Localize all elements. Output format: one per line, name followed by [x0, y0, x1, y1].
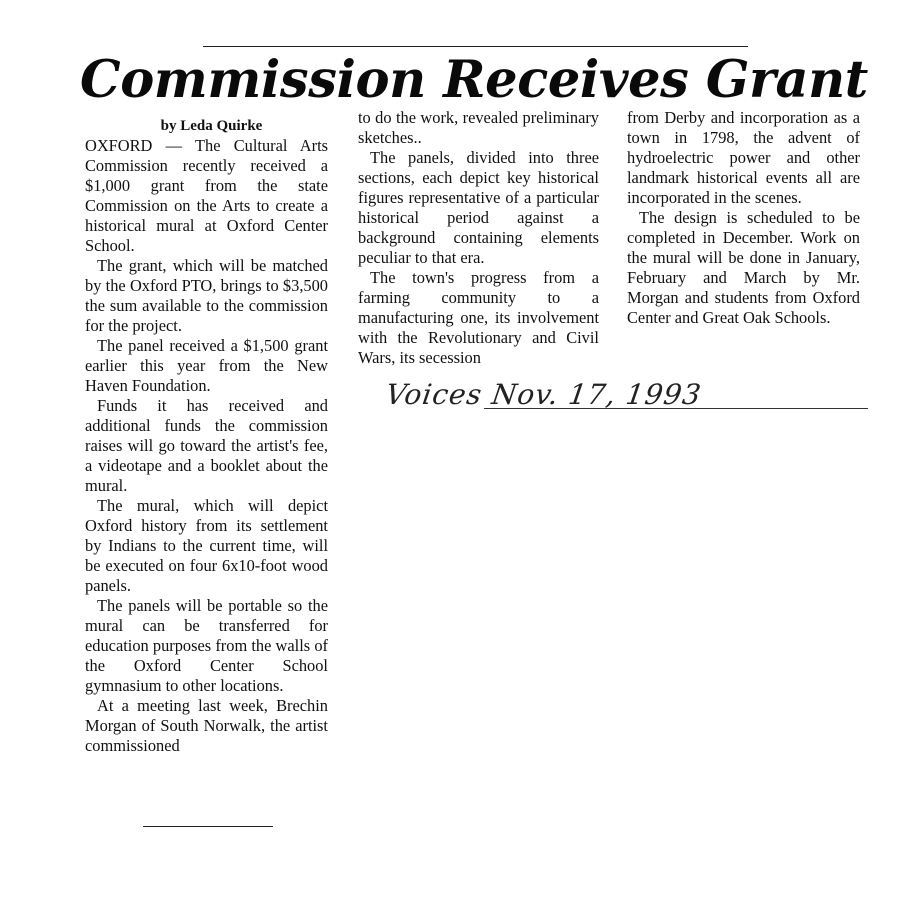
paragraph: The panels will be portable so the mural can be transferred for education purposes from the walls of the Oxford Center School gymnasium to other locations.	[85, 596, 328, 695]
paragraph: The town's progress from a farming community to a manufacturing one, its involvement with the Revolutionary and Civil Wars, its secession	[358, 268, 599, 367]
paragraph: The panel received a $1,500 grant earlier this year from the New Haven Foundation.	[85, 336, 328, 395]
paragraph: The panels, divided into three sections, each depict key historical figures representative of a particular historical period against a background containing elements peculiar to that era.	[358, 148, 599, 267]
article-column-1	[85, 116, 328, 756]
end-rule	[143, 826, 273, 827]
paragraph: The grant, which will be matched by the Oxford PTO, brings to $3,500 the sum available to the commission for the project.	[85, 256, 328, 335]
paragraph: to do the work, revealed preliminary sketches..	[358, 108, 599, 147]
byline: by Leda Quirke	[160, 118, 263, 134]
paragraph: Funds it has received and additional funds the commission raises will go toward the artist's fee, a videotape and a booklet about the mural.	[85, 396, 328, 495]
paragraph: OXFORD — The Cultural Arts Commission recently received a $1,000 grant from the state Commission on the Arts to create a historical mural at Oxford Center School.	[85, 136, 328, 255]
paragraph: The design is scheduled to be completed in December. Work on the mural will be done in January, February and March by Mr. Morgan and students from Oxford Center and Great Oak Schools.	[627, 208, 860, 327]
handwritten-date-note: Voices Nov. 17, 1993	[383, 378, 704, 411]
paragraph: The mural, which will depict Oxford history from its settlement by Indians to the current time, will be executed on four 6x10-foot wood panels.	[85, 496, 328, 595]
paragraph: At a meeting last week, Brechin Morgan of South Norwalk, the artist commissioned	[85, 696, 328, 755]
article-column-2	[358, 108, 599, 368]
headline: Commission Receives Grant	[80, 50, 868, 110]
article-column-3	[627, 108, 860, 328]
paragraph: from Derby and incorporation as a town in 1798, the advent of hydroelectric power and other landmark historical events all are incorporated in the scenes.	[627, 108, 860, 207]
